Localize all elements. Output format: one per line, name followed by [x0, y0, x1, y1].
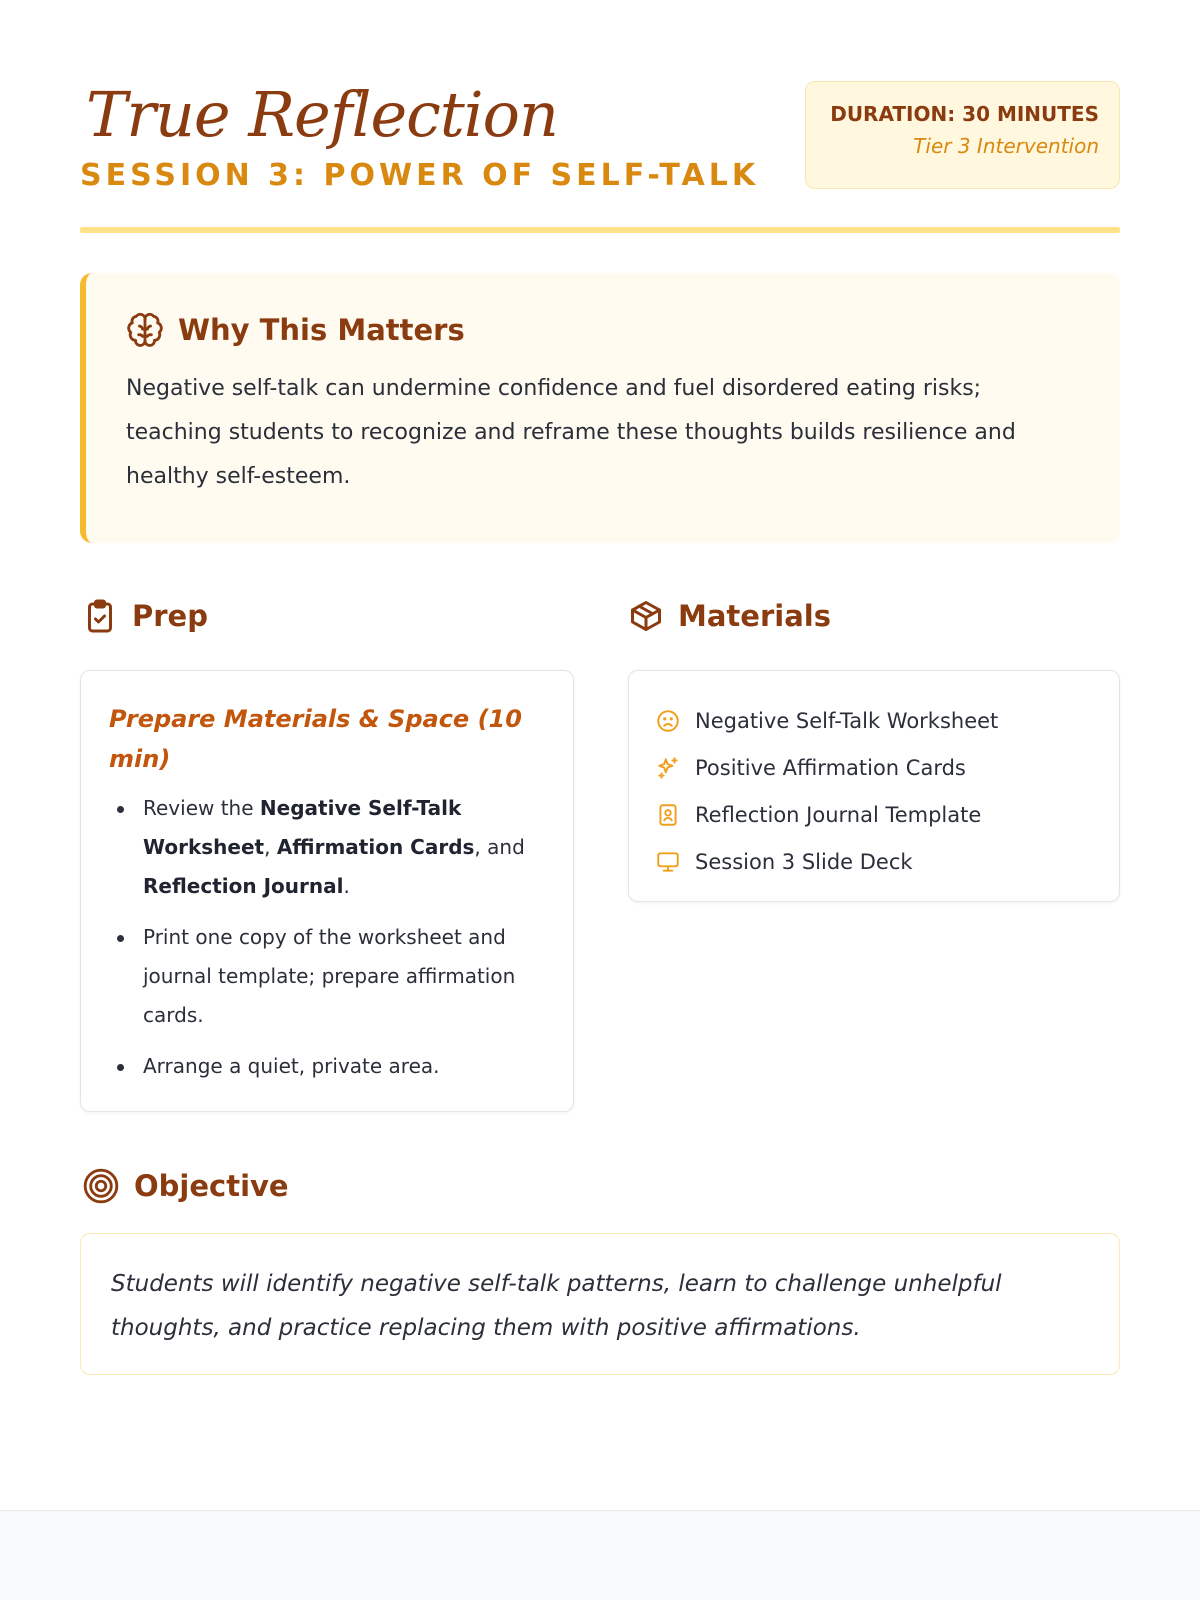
document-title: True Reflection	[86, 78, 558, 151]
material-item	[655, 838, 1093, 885]
objective-heading-text: Objective	[134, 1169, 289, 1203]
package-icon	[628, 598, 664, 634]
header-divider	[80, 227, 1120, 233]
prep-item-print: Print one copy of the worksheet and journal template; prepare affirmation cards.	[109, 918, 545, 1035]
prep-subheading: Prepare Materials & Space (10 min)	[109, 705, 522, 773]
page-footer-area	[0, 1510, 1200, 1600]
sparkles-icon	[655, 755, 681, 781]
duration-badge	[805, 81, 1120, 189]
prep-heading	[82, 598, 208, 634]
material-item	[655, 744, 1093, 791]
why-heading	[126, 311, 1080, 349]
objective-text: Students will identify negative self-talk patterns, learn to challenge unhelpful thoughts, and practice replacing them with positive affirmations.	[111, 1271, 1002, 1341]
tier-label: Tier 3 Intervention	[913, 134, 1099, 158]
cards-name: Affirmation Cards	[276, 835, 475, 859]
prep-heading-text: Prep	[132, 599, 208, 633]
objective-box	[80, 1233, 1120, 1375]
worksheet-name: Negative Self-Talk Worksheet	[143, 796, 462, 859]
journal-icon	[655, 802, 681, 828]
journal-name: Reflection Journal	[143, 874, 344, 898]
prep-item-arrange: Arrange a quiet, private area.	[109, 1047, 545, 1086]
prep-item-review: Review the Negative Self-Talk Worksheet, Affirmation Cards, and Reflection Journal.	[109, 789, 545, 906]
material-label: Positive Affirmation Cards	[695, 755, 966, 780]
materials-card	[628, 670, 1120, 902]
objective-heading	[82, 1167, 289, 1205]
material-item	[655, 697, 1093, 744]
header	[80, 78, 1120, 198]
session-subtitle: SESSION 3: POWER OF SELF-TALK	[80, 158, 760, 193]
target-icon	[82, 1167, 120, 1205]
material-item	[655, 791, 1093, 838]
why-body-text: Negative self-talk can undermine confidence and fuel disordered eating risks; teaching students to recognize and reframe these thoughts builds resilience and healthy self-esteem.	[126, 376, 1016, 489]
material-label: Negative Self-Talk Worksheet	[695, 708, 999, 733]
why-this-matters-box	[80, 273, 1120, 543]
duration-label: DURATION: 30 MINUTES	[830, 102, 1099, 126]
brain-icon	[126, 311, 164, 349]
material-label: Reflection Journal Template	[695, 802, 982, 827]
prep-list	[109, 789, 545, 1086]
material-label: Session 3 Slide Deck	[695, 849, 913, 874]
materials-heading	[628, 598, 831, 634]
frown-face-icon	[655, 708, 681, 734]
why-heading-text: Why This Matters	[178, 313, 465, 347]
materials-heading-text: Materials	[678, 599, 831, 633]
clipboard-check-icon	[82, 598, 118, 634]
prep-card	[80, 670, 574, 1112]
monitor-icon	[655, 849, 681, 875]
